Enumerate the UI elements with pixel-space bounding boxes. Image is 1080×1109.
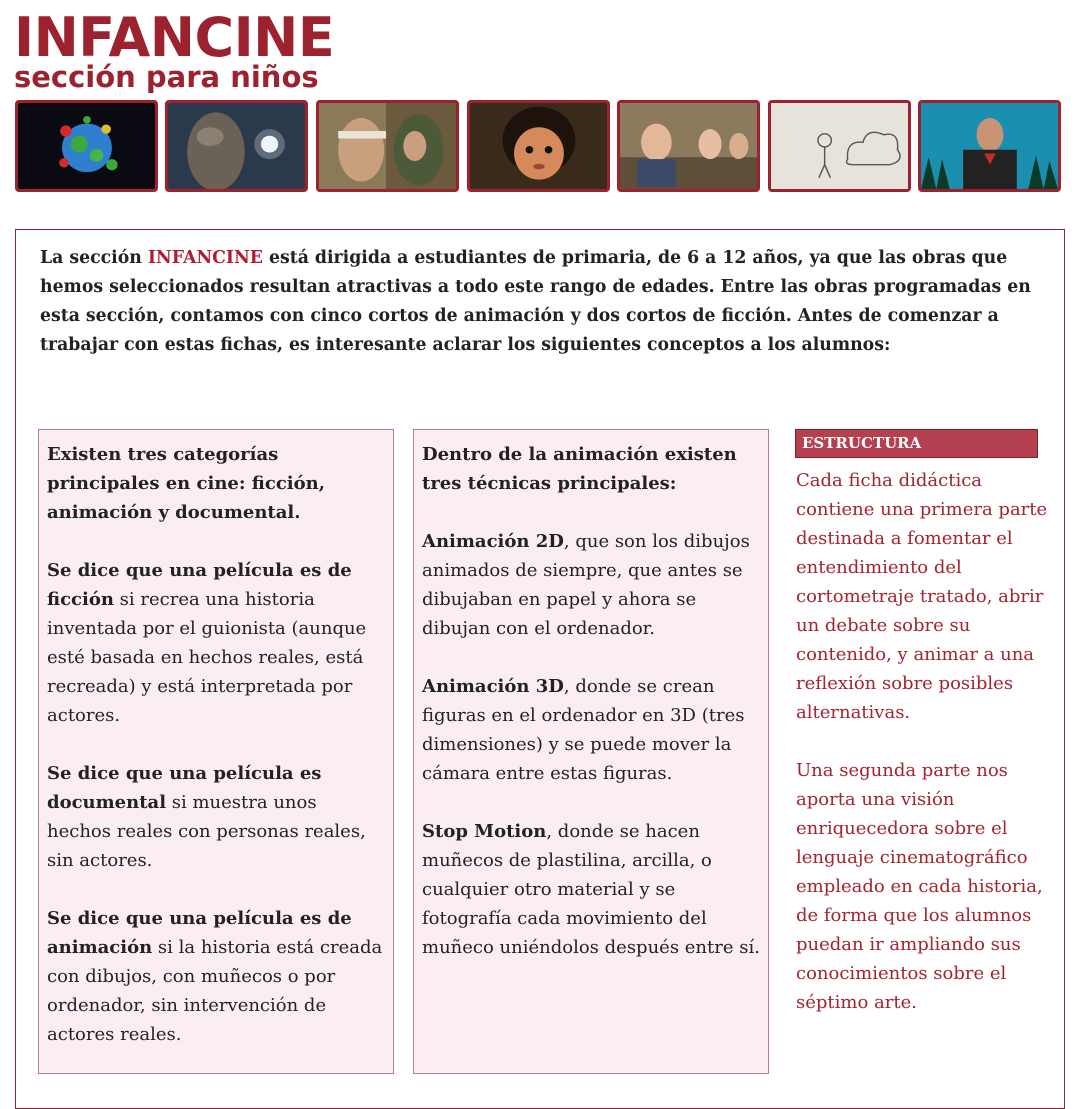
stop-motion-paragraph	[422, 817, 760, 962]
thumb-puppet	[467, 100, 610, 192]
thumb-creature	[165, 100, 308, 192]
animation-text: si la historia está creada con dibujos, con muñecos o por ordenador, sin intervención de actores reales.	[47, 937, 383, 1045]
thumb-man	[918, 100, 1061, 192]
page-subtitle: sección para niños	[14, 60, 319, 94]
animation-2d-text: , que son los dibujos animados de siempre, que antes se dibujaban en papel y ahora se dibujan con el ordenador.	[422, 531, 750, 639]
structure-paragraph-1: Cada ficha didáctica contiene una primera parte destinada a fomentar el entendimiento del cortometraje tratado, abrir un debate sobre su contenido, y animar a una reflexión sobre posibles alternativas.	[796, 470, 1048, 723]
animation-2d-paragraph	[422, 527, 760, 643]
stop-motion-term: Stop Motion	[422, 821, 547, 842]
page-title: INFANCINE	[14, 6, 335, 69]
thumb-sketch	[768, 100, 911, 192]
thumb-kids	[617, 100, 760, 192]
techniques-heading: Dentro de la animación existen tres técnicas principales:	[422, 444, 737, 494]
fiction-text: si recrea una historia inventada por el guionista (aunque esté basada en hechos reales, está recreada) y está interpretada por actores.	[47, 589, 367, 726]
structure-heading: ESTRUCTURA	[795, 429, 1038, 458]
intro-highlight: INFANCINE	[147, 248, 263, 268]
animation-term: Se dice que una película es de animación	[47, 908, 352, 958]
stop-motion-text: , donde se hacen muñecos de plastilina, arcilla, o cualquier otro material y se fotografía cada movimiento del muñeco uniéndolos después entre sí.	[422, 821, 760, 958]
fiction-term: Se dice que una película es de ficción	[47, 560, 352, 610]
animation-3d-text: , donde se crean figuras en el ordenador en 3D (tres dimensiones) y se puede mover la cámara entre estas figuras.	[422, 676, 745, 784]
documentary-text: si muestra unos hechos reales con personas reales, sin actores.	[47, 792, 366, 871]
techniques-column	[413, 429, 769, 1074]
animation-3d-term: Animación 3D	[422, 676, 564, 697]
fiction-paragraph	[47, 556, 385, 730]
documentary-paragraph	[47, 759, 385, 875]
animation-3d-paragraph	[422, 672, 760, 788]
structure-sidebar	[796, 466, 1052, 1017]
thumb-globe	[15, 100, 158, 192]
animation-paragraph	[47, 904, 385, 1049]
categories-heading: Existen tres categorías principales en cine: ficción, animación y documental.	[47, 444, 325, 523]
intro-text-before: La sección	[40, 248, 148, 268]
intro-paragraph	[40, 244, 1050, 360]
thumb-girl	[316, 100, 459, 192]
animation-2d-term: Animación 2D	[422, 531, 564, 552]
documentary-term: Se dice que una película es documental	[47, 763, 322, 813]
categories-column	[38, 429, 394, 1074]
intro-text-after: está dirigida a estudiantes de primaria, de 6 a 12 años, ya que las obras que hemos seleccionados resultan atractivas a todo este rango de edades. Entre las obras programadas en esta sección, contamos con cinco cortos de animación y dos cortos de ficción. Antes de comenzar a trabajar con estas fichas, es interesante aclarar los siguientes conceptos a los alumnos:	[40, 248, 1031, 355]
structure-paragraph-2: Una segunda parte nos aporta una visión enriquecedora sobre el lenguaje cinematográfico empleado en cada historia, de forma que los alumnos puedan ir ampliando sus conocimientos sobre el séptimo arte.	[796, 760, 1043, 1013]
